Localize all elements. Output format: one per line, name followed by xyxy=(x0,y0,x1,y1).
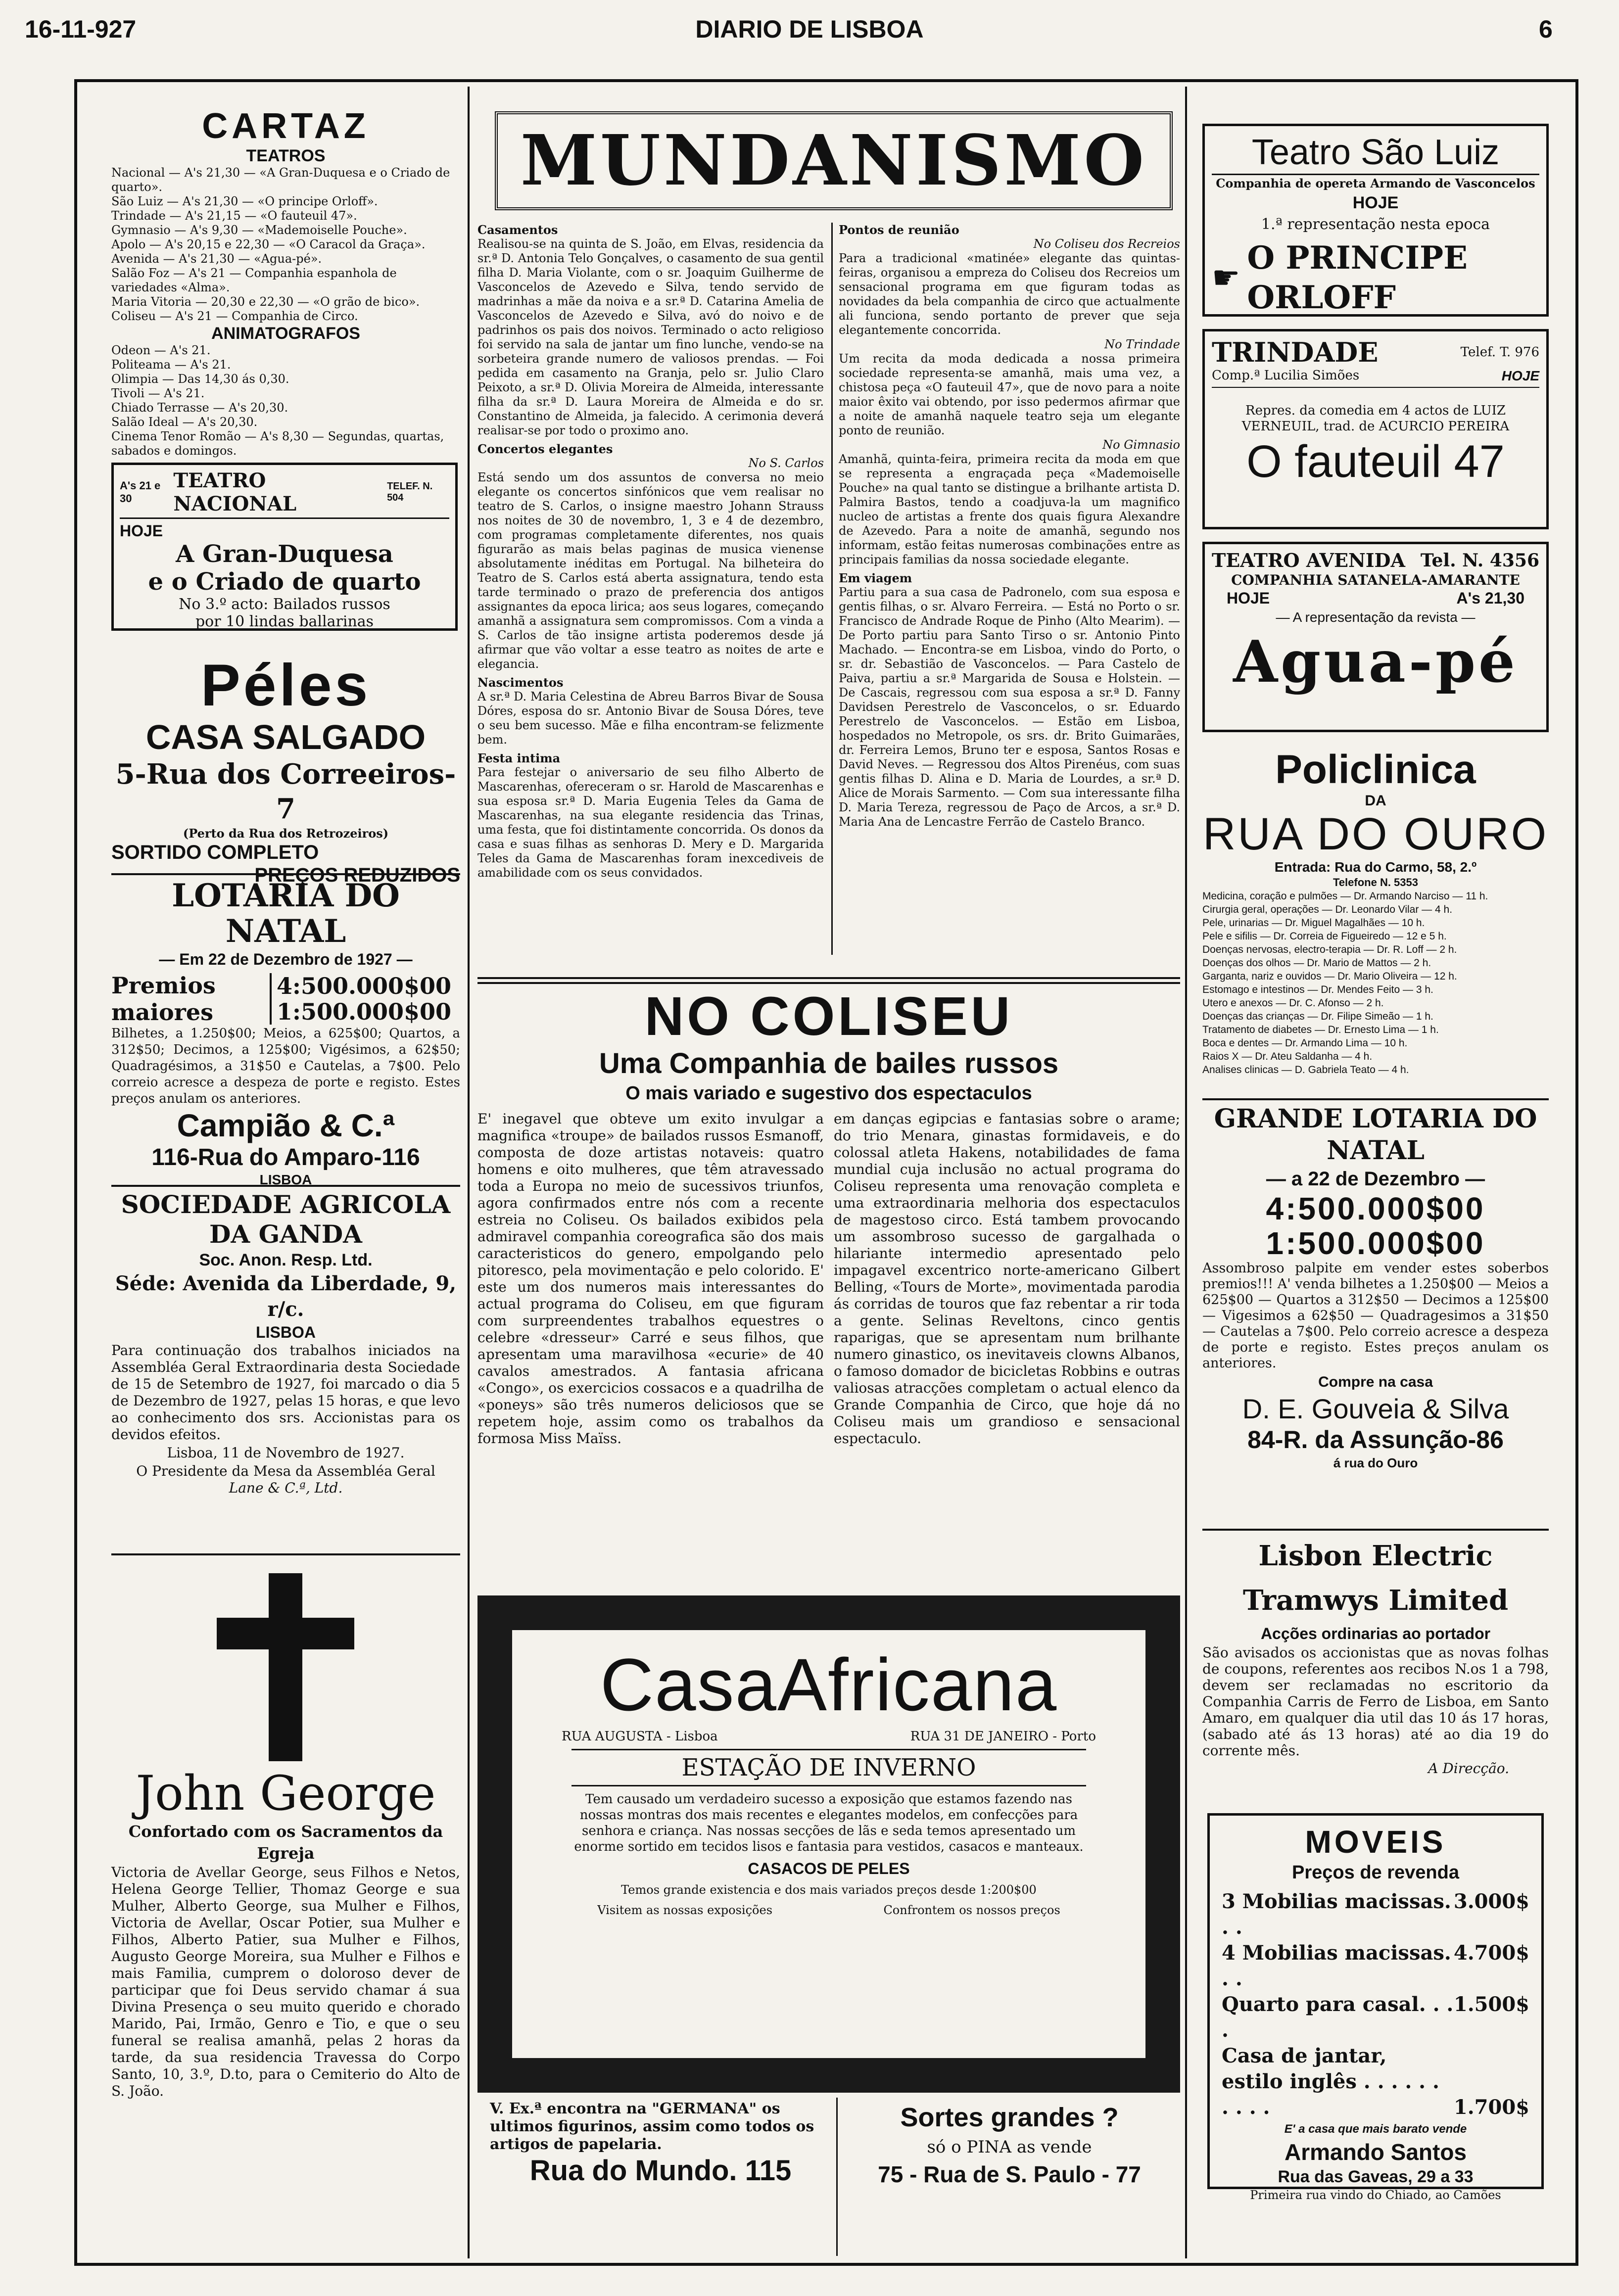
concertos-text: Está sendo um dos assuntos de conversa no meio elegante os concertos sinfónicos que vem realisar no teatro de S. Carlos, o insigne maestro Johann Strauss nos noites de 30 de novembro, 1, 3 e 4 de dezembro, com programas completamente diferentes, nos quais figurarão as mais belas paginas de musica vienense absolutamente inéditas em Portugal. Na bilheteira do Teatro de S. Carlos está aberta assignatura, tendo esta tarde terminado o prazo de preferencia dos antigos assignantes da epoca lirica; aos seus logares, começando amanhã a assignatura sem compromissos. Com a vinda a S. Carlos de tão insigne artista poderemos desde já afirmar que vão voltar a esse teatro as noites de arte e elegancia. xyxy=(477,470,824,671)
divider xyxy=(1202,1529,1549,1531)
lotaria-natal-ad xyxy=(111,878,460,1188)
grande-lotaria-compre: Compre na casa xyxy=(1318,1374,1433,1390)
grande-lotaria-address: 84-R. da Assunção-86 xyxy=(1247,1426,1504,1453)
grande-lotaria-ad xyxy=(1202,1103,1549,1534)
sortes-sub: só o PINA as vende xyxy=(927,2137,1092,2157)
divider xyxy=(111,873,460,875)
cartaz-line: Olimpia — Das 14,30 ás 0,30. xyxy=(111,372,289,386)
coliseu-divider xyxy=(477,977,1180,984)
tramways-body: São avisados os accionistas que as novas folhas de coupons, referentes aos recibos N.os 1 a 798, devem ser reclamadas no escritorio da Companhia Carris de Ferro de Lisboa, em Santo Amaro, em qualquer dia util das 10 ás 17 horas, (sabado até ás 13 horas) até ao dia 19 do corrente mês. xyxy=(1202,1644,1549,1759)
coliseu-sub1: Uma Companhia de bailes russos xyxy=(599,1047,1059,1079)
obit-sub: Confortado com os Sacramentos da Egreja xyxy=(128,1822,443,1863)
cartaz-line: Maria Vitoria — 20,30 e 22,30 — «O grão de bico». xyxy=(111,295,420,309)
agricola-date: Lisboa, 11 de Novembro de 1927. xyxy=(167,1445,405,1461)
trindade-ad xyxy=(1202,329,1549,529)
policlinica-item: Doenças nervosas, electro-terapia — Dr. R. Loff — 2 h. xyxy=(1202,944,1457,955)
nacional-note1: No 3.º acto: Bailados russos xyxy=(179,596,390,613)
africana-address-lisboa: RUA AUGUSTA - Lisboa xyxy=(562,1729,718,1744)
coliseu-title: NO COLISEU xyxy=(644,986,1013,1047)
nacional-tel: TELEF. N. 504 xyxy=(387,481,433,503)
sao-luiz-company: Companhia de opereta Armando de Vasconcelos xyxy=(1216,176,1535,190)
sao-luiz-title: Teatro São Luiz xyxy=(1212,131,1539,175)
mundanismo-title: MUNDANISMO xyxy=(520,120,1147,201)
pontos-sub2: No Trindade xyxy=(1104,337,1180,351)
cartaz-line: Trindade — A's 21,15 — «O fauteuil 47». xyxy=(111,209,357,223)
lotaria-prize2: 1:500.000$00 xyxy=(277,998,452,1025)
avenida-hoje: HOJE xyxy=(1227,589,1270,607)
moveis-item xyxy=(1222,1889,1529,1940)
cartaz-line: Politeama — A's 21. xyxy=(111,358,231,372)
lotaria-title: LOTARIA DO NATAL xyxy=(172,877,400,950)
policlinica-item: Estomago e intestinos — Dr. Mendes Feito — 3 h. xyxy=(1202,984,1433,995)
avenida-company: COMPANHIA SATANELA-AMARANTE xyxy=(1231,572,1520,588)
nascimentos-text: A sr.ª D. Maria Celestina de Abreu Barros Bivar de Sousa Dóres, esposa do sr. Antonio Bivar de Sousa Dóres, teve o seu bem sucesso. Mãe e filha encontram-se felizmente bem. xyxy=(477,690,824,747)
moveis-near: Primeira rua vindo do Chiado, ao Camões xyxy=(1250,2188,1501,2202)
peles-address: 5-Rua dos Correeiros-7 xyxy=(115,758,456,825)
tramways-signature: A Direcção. xyxy=(1428,1760,1509,1777)
cartaz-line: Apolo — A's 20,15 e 22,30 — «O Caracol da Graça». xyxy=(111,237,426,251)
agricola-sede: Séde: Avenida da Liberdade, 9, r/c. xyxy=(115,1272,457,1321)
grande-lotaria-date: — a 22 de Dezembro — xyxy=(1266,1168,1485,1190)
cartaz-line: Gymnasio — A's 9,30 — «Mademoiselle Pouche». xyxy=(111,223,407,237)
policlinica-item: Raios X — Dr. Ateu Saldanha — 4 h. xyxy=(1202,1051,1373,1062)
trindade-desc: Repres. da comedia em 4 actos de LUIZ VERNEUIL, trad. de ACURCIO PEREIRA xyxy=(1241,403,1510,434)
grande-lotaria-near: á rua do Ouro xyxy=(1333,1455,1418,1470)
moveis-item-price: 1.500$ xyxy=(1453,1993,1529,2016)
sortes-grandes-ad xyxy=(841,2100,1178,2253)
moveis-item-price: 4.700$ xyxy=(1453,1941,1529,1965)
cartaz-line: Cinema Tenor Romão — A's 8,30 — Segundas, quartas, sabados e domingos. xyxy=(111,429,444,458)
policlinica-item: Analises clinicas — D. Gabriela Teato — 4 h. xyxy=(1202,1064,1409,1076)
cartaz-title: CARTAZ xyxy=(202,106,370,146)
pontos-sub3: No Gimnasio xyxy=(1102,438,1180,452)
lotaria-premios-label: Premios maiores xyxy=(111,972,216,1026)
grande-lotaria-prize2: 1:500.000$00 xyxy=(1266,1225,1485,1261)
coliseu-article xyxy=(477,987,1180,1447)
sao-luiz-play: O PRINCIPE ORLOFF xyxy=(1247,239,1468,316)
lotaria-prize1: 4:500.000$00 xyxy=(277,973,452,999)
sortes-address: 75 - Rua de S. Paulo - 77 xyxy=(878,2161,1141,2187)
coliseu-sub2: O mais variado e sugestivo dos espectaculos xyxy=(625,1083,1032,1104)
avenida-play: Agua-pé xyxy=(1233,628,1518,696)
festa-heading: Festa intima xyxy=(477,751,561,765)
lotaria-shop: Campião & C.ª xyxy=(177,1108,395,1143)
peles-shop: CASA SALGADO xyxy=(145,718,426,756)
moveis-item-label: Quarto para casal. . . . xyxy=(1222,1993,1454,2042)
pontos-text1: Para a tradicional «matinée» elegante das quintas-feiras, organisou a empreza do Coliseu dos Recreios um sensacional programa em que figuram todas as novidades da bela companhia de circo que actualmente ali funciona, sendo portanto de prever que seja elegantemente concorrida. xyxy=(839,251,1180,337)
policlinica-item: Pele e sifilis — Dr. Correia de Figueiredo — 12 e 5 h. xyxy=(1202,931,1447,942)
sortes-title: Sortes grandes ? xyxy=(900,2103,1119,2132)
tramways-title: Lisbon Electric Tramwys Limited xyxy=(1242,1540,1509,1617)
lotaria-body: Bilhetes, a 1.250$00; Meios, a 625$00; Quartos, a 312$50; Decimos, a 125$00; Vigésimos, a 62$50; Quadragésimos, a 31$50 e Cautelas, a 7$00. Pelo correio acresce a despeza de porte e registo. Estes preços anulam os anteriores. xyxy=(111,1026,460,1106)
policlinica-item: Doenças dos olhos — Dr. Mario de Mattos — 2 h. xyxy=(1202,957,1431,969)
agricola-ganda-notice xyxy=(111,1190,460,1497)
nacional-note2: por 10 lindas ballarinas xyxy=(195,613,374,630)
cross-icon xyxy=(111,1568,460,1766)
header-date: 16-11-927 xyxy=(25,15,137,43)
moveis-item xyxy=(1222,1992,1529,2043)
peles-line1: SORTIDO COMPLETO xyxy=(111,842,319,863)
cartaz-line: Tivoli — A's 21. xyxy=(111,386,205,400)
mundanismo-left-column xyxy=(477,223,824,957)
obit-body: Victoria de Avellar George, seus Filhos e Netos, Helena George Tellier, Thomaz George e sua Mulher, Alberto George, sua Mulher e Filhos, Victoria de Avellar, Oscar Potier, sua Mulher e Filhos, Alberto Patier, sua Mulher e Filhos, Augusto George Moreira, sua Mulher e Filhos e mais Familia, cumprem o doloroso dever de participar que foi Deus servido chamar á sua Divina Presença o seu muito querido e chorado Marido, Pai, Irmão, Genro e Tio, e que o seu funeral se realisa amanhã, pelas 2 horas da tarde, da sua residencia Travessa do Corpo Santo, 10, 3.º, D.to, para o Cemiterio do Alto de S. João. xyxy=(111,1864,460,2099)
moveis-item-label: 4 Mobilias macissas. . . xyxy=(1222,1941,1451,1990)
concertos-heading: Concertos elegantes xyxy=(477,442,613,456)
moveis-address: Rua das Gaveas, 29 a 33 xyxy=(1278,2167,1474,2186)
avenida-line: — A representação da revista — xyxy=(1276,609,1476,625)
divider xyxy=(111,1553,460,1555)
policlinica-item: Utero e anexos — Dr. C. Afonso — 2 h. xyxy=(1202,997,1384,1009)
avenida-tel: Tel. N. 4356 xyxy=(1420,550,1539,571)
moveis-item xyxy=(1222,2043,1529,2120)
policlinica-item: Medicina, coração e pulmões — Dr. Armando Narciso — 11 h. xyxy=(1202,890,1488,902)
policlinica-item: Pele, urinarias — Dr. Miguel Magalhães — 10 h. xyxy=(1202,917,1425,929)
moveis-ad xyxy=(1207,1813,1544,2202)
viagem-heading: Em viagem xyxy=(839,571,912,585)
policlinica-entrada: Entrada: Rua do Carmo, 58, 2.º xyxy=(1274,859,1477,875)
policlinica-item: Tratamento de diabetes — Dr. Ernesto Lima — 1 h. xyxy=(1202,1024,1439,1035)
cartaz-line: São Luiz — A's 21,30 — «O principe Orloff». xyxy=(111,194,378,208)
sao-luiz-line: 1.ª representação nesta epoca xyxy=(1261,216,1490,233)
coliseu-col1: E' inegavel que obteve um exito invulgar a magnifica «troupe» de bailados russos Esmanoff, composta de doze artistas notaveis: quatro homens e oito mulheres, que têm atravessado toda a Europa no meio de sucessivos triunfos, agora confirmados entre nós com a recente estreia no Coliseu. Os bailados exibidos pela admiravel companhia coreografica são dos mais caracteristicos do genero, empolgando pelo pitoresco, pela movimentação e pelo colorido. E' este um dos numeros mais interessantes do actual programa do Coliseu, em que figuram com surpreendentes trabalhos equestres o celebre «dresseur» Carré e seus filhos, que apresentam uma maravilhosa «ecurie» de 40 cavalos amestrados. A fantasia africana «Congo», os exercicios cossacos e a quadrilha de «poneys» são três numeros deliciosos que se repetem hoje, assim como os trabalhos da formosa Miss Maïss. xyxy=(477,1111,824,1447)
agricola-city: LISBOA xyxy=(256,1323,316,1341)
obituary-john-george xyxy=(111,1568,460,2100)
africana-title: CasaAfricana xyxy=(600,1643,1058,1726)
divider xyxy=(1202,1098,1549,1100)
trindade-company: Comp.ª Lucilia Simões xyxy=(1212,368,1360,383)
agricola-sub: Soc. Anon. Resp. Ltd. xyxy=(199,1251,373,1269)
cartaz-section xyxy=(111,106,460,458)
teatro-nacional-ad xyxy=(111,463,458,631)
sao-luiz-ad xyxy=(1202,124,1549,317)
grande-lotaria-shop: D. E. Gouveia & Silva xyxy=(1242,1393,1509,1424)
coliseu-col2: em danças egipcias e fantasias sobre o arame; do trio Menara, ginastas formidaveis, e do colossal atleta Hakens, notabilidades de fama mundial cuja inclusão no actual programa do Coliseu representa uma renovação completa e uma extraordinaria melhoria dos espectaculos de magestoso circo. Está tambem provocando um assombroso sucesso de gargalhada o hilariante intermedio apresentado pelo impagavel excentrico norte-americano Gilbert Belling, «Tours de Morte», movimentada parodia ás corridas de touros que faz rebentar a rir toda a gente. Selinas Reveltons, cinco gentis raparigas, que se apresentam num brilhante numero ginastico, os inevitaveis clowns Albanos, o famoso domador de bicicletas Robbins e outras valiosas atracções completam o actual elenco da Grande Companhia de Circo, que hoje dá no Coliseu mais um grandioso e sensacional espectaculo. xyxy=(834,1111,1180,1447)
moveis-item-price: 3.000$ xyxy=(1453,1890,1529,1913)
cartaz-line: Odeon — A's 21. xyxy=(111,343,211,357)
lotaria-address: 116-Rua do Amparo-116 xyxy=(151,1144,420,1171)
header-title: DIARIO DE LISBOA xyxy=(695,15,924,43)
mundanismo-right-column xyxy=(839,223,1180,957)
germana-text: V. Ex.ª encontra na "GERMANA" os ultimos figurinos, assim como todos os artigos de papelaria. xyxy=(490,2100,814,2153)
nacional-play-line2: e o Criado de quarto xyxy=(148,568,421,596)
concertos-sub: No S. Carlos xyxy=(748,456,824,470)
policlinica-title: Policlinica xyxy=(1275,747,1476,792)
moveis-item-label: Casa de jantar, estilo inglês . . . . . . . . . . xyxy=(1222,2044,1439,2119)
policlinica-item: Garganta, nariz e ouvidos — Dr. Mario Oliveira — 12 h. xyxy=(1202,971,1457,982)
avenida-time: A's 21,30 xyxy=(1456,589,1524,607)
column-rule-right xyxy=(1185,87,1187,2258)
africana-body2: Temos grande existencia e dos mais variados preços desde 1:200$00 xyxy=(621,1883,1037,1897)
grande-lotaria-body: Assombroso palpite em vender estes soberbos premios!!! A' venda bilhetes a 1.250$00 — Meios a 625$00 — Quartos a 312$50 — Decimos a 125$00 — Vigesimos a 62$50 — Quadragesimos a 31$50 — Cautelas a 7$00. Pelo correio acresce a despeza de porte e registo. Estes preços anulam os anteriores. xyxy=(1202,1261,1549,1371)
africana-season: ESTAÇÃO DE INVERNO xyxy=(571,1749,1086,1786)
moveis-item-price: 1.700$ xyxy=(1453,2096,1529,2119)
divider xyxy=(111,1185,460,1187)
cartaz-line: Salão Ideal — A's 20,30. xyxy=(111,415,258,429)
casamentos-text: Realisou-se na quinta de S. João, em Elvas, residencia da sr.ª D. Antonia Telo Gonçalves, o casamento de sua gentil filha D. Maria Violante, com o sr. Joaquim Guilherme de Vasconcelos de Azevedo e Silva, tendo servido de madrinhas a mãe da noiva e a sr.ª D. Catarina Amelia de Vasconcelos de Azevedo e Silva, avó do noivo e de padrinhos os pais dos noivos. Terminado o acto religioso foi servido na sala de jantar um fino lunche, vendo-se na sorbeteira grande numero de valiosos prendas. — Foi pedida em casamento na Granja, pelo sr. Julio Claro Peixoto, a sr.ª D. Olivia Moreira de Almeida, interessante filha da sr.ª D. Laura Moreira de Almeida e do sr. Constantino de Almeida, ja falecido. A cerimonia deverá realisar-se por todo o proximo ano. xyxy=(477,237,824,437)
avenida-name: TEATRO AVENIDA xyxy=(1212,549,1405,571)
grande-lotaria-prize1: 4:500.000$00 xyxy=(1266,1191,1485,1226)
africana-visit: Visitem as nossas exposições xyxy=(597,1903,773,1917)
column-rule-left xyxy=(468,87,470,2258)
agricola-signature2: Lane & C.ª, Ltd. xyxy=(229,1480,343,1496)
moveis-shop: Armando Santos xyxy=(1284,2139,1467,2165)
tramways-notice xyxy=(1202,1534,1549,1777)
pontos-sub1: No Coliseu dos Recreios xyxy=(1033,237,1180,251)
germana-ad xyxy=(490,2100,831,2253)
agricola-body: Para continuação dos trabalhos iniciados na Assembléa Geral Extraordinaria desta Sociedade de 15 de Setembro de 1927, foi marcado o dia 5 de Dezembro de 1927, pelas 15 horas, e que levo ao conhecimento dos srs. Accionistas para os devidos efeitos. xyxy=(111,1342,460,1443)
peles-title: Péles xyxy=(200,652,371,718)
policlinica-item: Boca e dentes — Dr. Armando Lima — 10 h. xyxy=(1202,1037,1408,1049)
lotaria-city: LISBOA xyxy=(259,1172,312,1187)
teatro-avenida-ad xyxy=(1202,542,1549,732)
moveis-note: E' a casa que mais barato vende xyxy=(1284,2122,1467,2136)
pontos-text2: Um recita da moda dedicada a nossa primeira sociedade representa-se amanhã, mais uma vez, a chistosa peça «O fauteuil 47», que de novo para a noite maior êxito vai obtendo, por isso pedermos afirmar que a noite de amanhã naquele teatro seja um elegante ponto de reunião. xyxy=(839,352,1180,437)
trindade-hoje: HOJE xyxy=(1501,368,1539,383)
obit-name: John George xyxy=(136,1766,436,1821)
moveis-sub: Preços de revenda xyxy=(1292,1862,1459,1883)
casa-africana-ad xyxy=(477,1595,1180,2093)
nascimentos-heading: Nascimentos xyxy=(477,675,564,690)
casamentos-heading: Casamentos xyxy=(477,223,558,237)
policlinica-item: Doenças das crianças — Dr. Filipe Simeão — 1 h. xyxy=(1202,1011,1433,1022)
moveis-item xyxy=(1222,1940,1529,1992)
cartaz-line: Coliseu — A's 21 — Companhia de Circo. xyxy=(111,309,358,323)
nacional-hoje: HOJE xyxy=(120,522,163,540)
trindade-tel: Telef. T. 976 xyxy=(1460,345,1539,360)
pontos-text3: Amanhã, quinta-feira, primeira recita da moda em que se representa a engraçada peça «Mademoiselle Pouche» na qual tanto se distingue a brilhante artista D. Palmira Bastos, tendo a coadjuva-la um magnifico nucleo de artistas a frente dos quais figura Alexandre de Azevedo. Para a noite de amanhã, segundo nos informam, estão feitas numerosas combinações entre as principais familias da nossa sociedade elegante. xyxy=(839,452,1180,566)
nacional-name: TEATRO NACIONAL xyxy=(173,469,297,515)
moveis-item-label: 3 Mobilias macissas. . . xyxy=(1222,1890,1451,1939)
sao-luiz-hoje: HOJE xyxy=(1352,193,1399,212)
mundanismo-banner xyxy=(495,111,1173,210)
policlinica-da: DA xyxy=(1365,793,1386,809)
animatografos-heading: ANIMATOGRAFOS xyxy=(211,324,360,343)
policlinica-name: RUA DO OURO xyxy=(1202,809,1549,859)
peles-line2: PREÇOS REDUZIDOS xyxy=(254,864,460,886)
header-page-number: 6 xyxy=(1539,15,1553,43)
policlinica-tel: Telefone N. 5353 xyxy=(1333,876,1418,889)
cartaz-line: Nacional — A's 21,30 — «A Gran-Duquesa e o Criado de quarto». xyxy=(111,166,450,194)
mundanismo-column-rule xyxy=(831,223,833,955)
trindade-name: TRINDADE xyxy=(1212,336,1379,368)
africana-confront: Confrontem os nossos preços xyxy=(883,1903,1060,1917)
nacional-play-line1: A Gran-Duquesa xyxy=(176,540,393,568)
peles-ad xyxy=(111,653,460,887)
policlinica-item: Cirurgia geral, operações — Dr. Leonardo Vilar — 4 h. xyxy=(1202,904,1453,915)
africana-casacos: CASACOS DE PELES xyxy=(748,1860,910,1877)
trindade-play: O fauteuil 47 xyxy=(1246,436,1505,487)
peles-near: (Perto da Rua dos Retrozeiros) xyxy=(183,826,389,841)
teatros-heading: TEATROS xyxy=(246,146,326,165)
grande-lotaria-title: GRANDE LOTARIA DO NATAL xyxy=(1214,1104,1537,1166)
cartaz-line: Salão Foz — A's 21 — Companhia espanhola de variedades «Alma». xyxy=(111,266,397,294)
cartaz-line: Chiado Terrasse — A's 20,30. xyxy=(111,401,288,415)
tramways-sub: Acções ordinarias ao portador xyxy=(1260,1625,1491,1642)
africana-body: Tem causado um verdadeiro sucesso a exposição que estamos fazendo nas nossas montras dos mais recentes e elegantes modelos, em confecções para senhora e criança. Nas nossas secções de lãs e seda temos apresentado um enorme sortido em tecidos lisos e fantasia para vestidos, casacos e manteaux. xyxy=(574,1792,1084,1854)
nacional-time: A's 21 e 30 xyxy=(120,479,161,505)
agricola-signature: O Presidente da Mesa da Assembléa Geral xyxy=(136,1463,435,1479)
agricola-title: SOCIEDADE AGRICOLA DA GANDA xyxy=(121,1190,451,1249)
germana-address: Rua do Mundo. 115 xyxy=(529,2155,792,2187)
viagem-text: Partiu para a sua casa de Padronelo, com sua esposa e gentis filhas, o sr. Alvaro Ferreira. — Está no Porto o sr. Francisco de Andrade Roque de Pinho (Alto Mearim). — De Porto partiu para Santo Tirso o sr. Antonio Pinto Machado. — Encontra-se em Lisboa, vindo do Porto, o sr. dr. Sebastião de Vasconcelos. — Para Castelo de Paiva, partiu a sr.ª Margarida de Sousa e Holstein. — De Cascais, regressou com sua esposa a sr.ª D. Fanny Davidsen Perestrelo de Vasconcelos, o sr. Eduardo Perestrelo de Vasconcelos. — Estão em Lisboa, hospedados no Metropole, os srs. dr. Brito Guimarães, dr. Ferreira Lemos, Bruno ter e esposa, Santos Rosas e David Neves. — Regressou dos Altos Pirenéus, com suas gentis filhas D. Alina e D. Maria de Lourdes, a sr.ª D. Alice de Morais Sarmento. — Com sua interessante filha D. Maria Tereza, regressou de Paço de Arcos, a sr.ª D. Maria Ana de Lencastre Ferrão de Castelo Branco. xyxy=(839,585,1180,829)
pointing-hand-icon: ☛ xyxy=(1212,260,1240,296)
moveis-title: MOVEIS xyxy=(1305,1824,1446,1860)
lotaria-date: — Em 22 de Dezembro de 1927 — xyxy=(159,950,413,968)
festa-text: Para festejar o aniversario de seu filho Alberto de Mascarenhas, ofereceram o sr. Harold de Mascarenhas e sua esposa sr.ª D. Maria Eugenia Teles da Gama de Mascarenhas, na sua elegante residencia das Trinas, uma festa, que foi distintamente concorrida. Os donos da casa e suas filhas as senhoras D. Mery e D. Margarida Teles da Gama de Mascarenhas foram inexcediveis de amabilidade com os seus convidados. xyxy=(477,765,824,880)
cartaz-line: Avenida — A's 21,30 — «Agua-pé». xyxy=(111,252,322,266)
pontos-heading: Pontos de reunião xyxy=(839,223,959,237)
africana-address-porto: RUA 31 DE JANEIRO - Porto xyxy=(910,1729,1096,1744)
bottom-column-rule xyxy=(836,2098,838,2256)
